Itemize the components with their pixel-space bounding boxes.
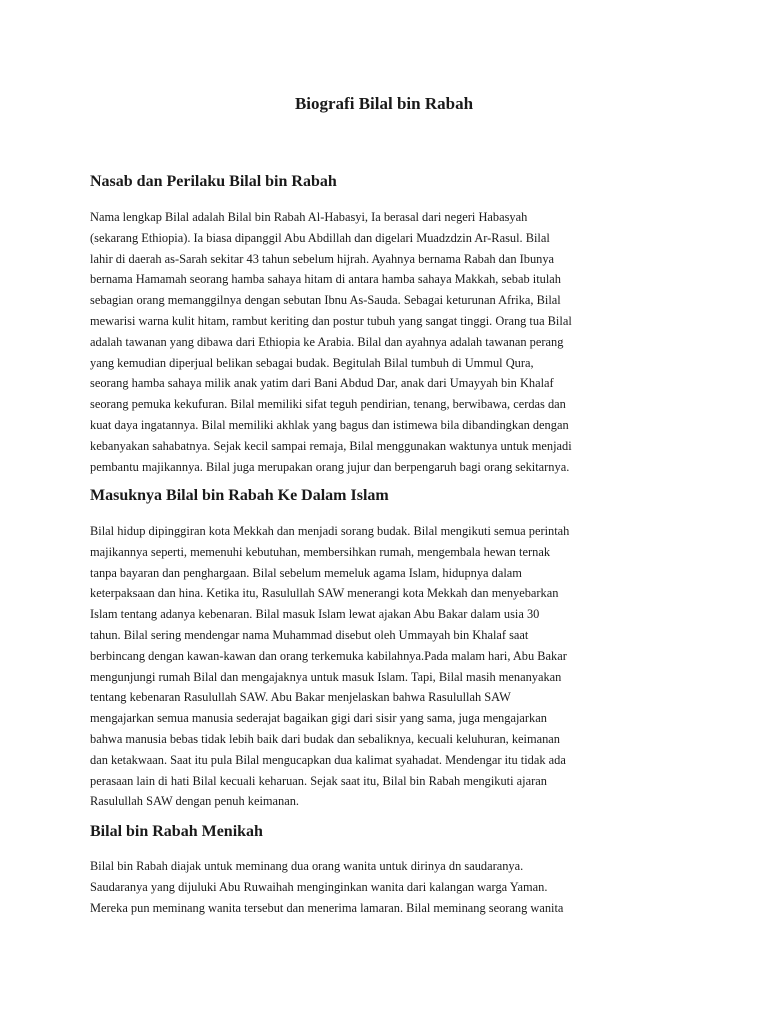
- paragraph-line: seorang hamba sahaya milik anak yatim dari Bani Abdud Dar, anak dari Umayyah bin Khalaf: [90, 376, 554, 391]
- paragraph-line: tanpa bayaran dan penghargaan. Bilal sebelum memeluk agama Islam, hidupnya dalam: [90, 565, 522, 580]
- paragraph-line: Islam tentang adanya kebenaran. Bilal masuk Islam lewat ajakan Abu Bakar dalam usia 30: [90, 607, 540, 622]
- paragraph-line: kuat daya ingatannya. Bilal memiliki akhlak yang bagus dan istimewa bila dibandingkan dengan: [90, 417, 569, 432]
- paragraph-line: Bilal bin Rabah diajak untuk meminang dua orang wanita untuk dirinya dn saudaranya.: [90, 859, 524, 873]
- paragraph-line: yang kemudian diperjual belikan sebagai budak. Begitulah Bilal tumbuh di Ummul Qura,: [90, 355, 534, 370]
- paragraph-line: mengajarkan semua manusia sederajat bagaikan gigi dari sisir yang sama, juga mengajarkan: [90, 711, 547, 726]
- paragraph-line: tahun. Bilal sering mendengar nama Muhammad disebut oleh Ummayah bin Khalaf saat: [90, 627, 529, 642]
- section-heading-menikah: Bilal bin Rabah Menikah: [90, 823, 263, 840]
- paragraph-line: sebagian orang memanggilnya dengan sebutan Ibnu As-Sauda. Sebagai keturunan Afrika, Bilal: [90, 293, 561, 308]
- document-title: Biografi Bilal bin Rabah: [294, 94, 474, 113]
- paragraph-line: mengunjungi rumah Bilal dan mengajaknya untuk masuk Islam. Tapi, Bilal masih menanyakan: [90, 669, 562, 684]
- paragraph-line: (sekarang Ethiopia). Ia biasa dipanggil Abu Abdillah dan digelari Muadzdzin Ar-Rasul. Bilal: [90, 230, 550, 245]
- paragraph-line: Saudaranya yang dijuluki Abu Ruwaihah menginginkan wanita dari kalangan warga Yaman.: [90, 879, 548, 894]
- paragraph-line: dan ketakwaan. Saat itu pula Bilal mengucapkan dua kalimat syahadat. Mendengar itu tidak ada: [90, 752, 566, 767]
- paragraph-line: berbincang dengan kawan-kawan dan orang terkemuka kabilahnya.Pada malam hari, Abu Bakar: [90, 648, 567, 663]
- paragraph-line: tentang kebenaran Rasulullah SAW. Abu Bakar menjelaskan bahwa Rasulullah SAW: [90, 690, 511, 705]
- section-heading-nasab: Nasab dan Perilaku Bilal bin Rabah: [90, 173, 337, 190]
- paragraph-line: perasaan lain di hati Bilal kecuali keharuan. Sejak saat itu, Bilal bin Rabah mengikuti ajaran: [90, 773, 547, 788]
- paragraph-line: keterpaksaan dan hina. Ketika itu, Rasulullah SAW menerangi kota Mekkah dan menyebarkan: [90, 586, 559, 601]
- paragraph-line: Bilal hidup dipinggiran kota Mekkah dan menjadi sorang budak. Bilal mengikuti semua perintah: [90, 524, 570, 538]
- paragraph-line: mewarisi warna kulit hitam, rambut keriting dan postur tubuh yang sangat tinggi. Orang tua Bilal: [90, 313, 572, 328]
- paragraph-line: bahwa manusia bebas tidak lebih baik dari budak dan sebaliknya, kecuali keluhuran, keimanan: [90, 731, 560, 746]
- paragraph-line: adalah tawanan yang dibawa dari Ethiopia ke Arabia. Bilal dan ayahnya adalah tawanan perang: [90, 334, 564, 349]
- paragraph-line: pembantu majikannya. Bilal juga merupakan orang jujur dan berpengaruh bagi orang sekitarnya.: [90, 459, 570, 474]
- section-paragraph-menikah: [90, 856, 672, 918]
- section-heading-masuknya-islam: Masuknya Bilal bin Rabah Ke Dalam Islam: [90, 487, 389, 504]
- paragraph-line: majikannya seperti, memenuhi kebutuhan, membersihkan rumah, mengembala hewan ternak: [90, 544, 551, 559]
- paragraph-line: lahir di daerah as-Sarah sekitar 43 tahun sebelum hijrah. Ayahnya bernama Rabah dan Ibunya: [90, 251, 555, 266]
- paragraph-line: Nama lengkap Bilal adalah Bilal bin Rabah Al-Habasyi, Ia berasal dari negeri Habasyah: [90, 210, 528, 224]
- section-paragraph-masuknya-islam: [90, 521, 672, 812]
- paragraph-line: kebanyakan sahabatnya. Sejak kecil sampai remaja, Bilal menggunakan waktunya untuk menjadi: [90, 438, 572, 453]
- paragraph-line: Mereka pun meminang wanita tersebut dan menerima lamaran. Bilal meminang seorang wanita: [90, 900, 564, 915]
- section-paragraph-nasab: [90, 207, 672, 477]
- paragraph-line: Rasulullah SAW dengan penuh keimanan.: [90, 794, 300, 809]
- paragraph-line: seorang pemuka kekufuran. Bilal memiliki sifat teguh pendirian, tenang, berwibawa, cerdas dan: [90, 397, 566, 412]
- paragraph-line: bernama Hamamah seorang hamba sahaya hitam di antara hamba sahaya Makkah, sebab itulah: [90, 272, 562, 287]
